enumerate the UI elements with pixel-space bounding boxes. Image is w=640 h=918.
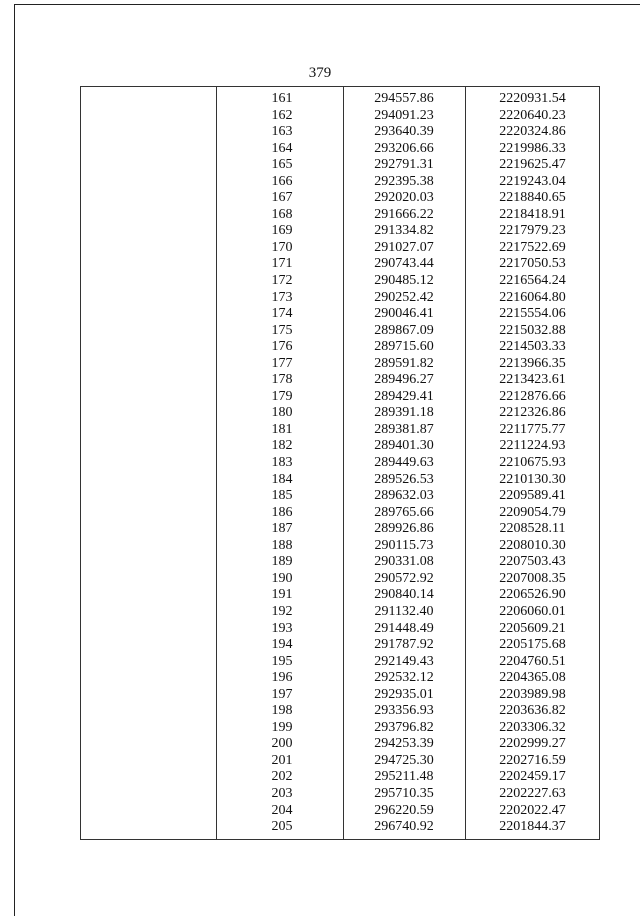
x-coordinate-cell: 289632.03 xyxy=(374,488,434,504)
table-row xyxy=(81,505,599,522)
x-coordinate-cell: 291132.40 xyxy=(374,603,434,619)
x-coordinate-cell: 289381.87 xyxy=(374,421,434,437)
point-number-cell: 196 xyxy=(271,670,293,686)
y-coordinate-cell: 2202716.59 xyxy=(499,752,566,768)
point-number-cell: 181 xyxy=(271,421,293,437)
x-coordinate-cell: 291787.92 xyxy=(374,637,434,653)
table-row xyxy=(81,141,599,158)
point-number-cell: 199 xyxy=(271,719,293,735)
point-number-cell: 188 xyxy=(271,537,293,553)
y-coordinate-cell: 2204760.51 xyxy=(499,653,566,669)
y-coordinate-cell: 2208010.30 xyxy=(499,537,566,553)
point-number-cell: 170 xyxy=(271,239,293,255)
point-number-cell: 185 xyxy=(271,488,293,504)
x-coordinate-cell: 290840.14 xyxy=(374,587,434,603)
point-number-cell: 187 xyxy=(271,521,293,537)
x-coordinate-cell: 291334.82 xyxy=(374,223,434,239)
point-number-cell: 195 xyxy=(271,653,293,669)
y-coordinate-cell: 2209054.79 xyxy=(499,504,566,520)
x-coordinate-cell: 289526.53 xyxy=(374,471,434,487)
y-coordinate-cell: 2217050.53 xyxy=(499,256,566,272)
y-coordinate-cell: 2201844.37 xyxy=(499,819,566,835)
table-row xyxy=(81,223,599,240)
x-coordinate-cell: 292020.03 xyxy=(374,190,434,206)
x-coordinate-cell: 289449.63 xyxy=(374,455,434,471)
y-coordinate-cell: 2202227.63 xyxy=(499,785,566,801)
point-number-cell: 194 xyxy=(271,637,293,653)
y-coordinate-cell: 2204365.08 xyxy=(499,670,566,686)
point-number-cell: 193 xyxy=(271,620,293,636)
point-number-cell: 184 xyxy=(271,471,293,487)
point-number-cell: 198 xyxy=(271,703,293,719)
y-coordinate-cell: 2211775.77 xyxy=(499,421,566,437)
x-coordinate-cell: 289391.18 xyxy=(374,405,434,421)
point-number-cell: 175 xyxy=(271,322,293,338)
table-row xyxy=(81,256,599,273)
x-coordinate-cell: 289496.27 xyxy=(374,372,434,388)
point-number-cell: 167 xyxy=(271,190,293,206)
x-coordinate-cell: 289401.30 xyxy=(374,438,434,454)
table-row xyxy=(81,157,599,174)
table-row xyxy=(81,720,599,737)
table-row xyxy=(81,587,599,604)
table-row xyxy=(81,356,599,373)
table-row xyxy=(81,240,599,257)
table-row xyxy=(81,654,599,671)
x-coordinate-cell: 289765.66 xyxy=(374,504,434,520)
point-number-cell: 174 xyxy=(271,306,293,322)
table-row xyxy=(81,736,599,753)
y-coordinate-cell: 2203306.32 xyxy=(499,719,566,735)
y-coordinate-cell: 2209589.41 xyxy=(499,488,566,504)
point-number-cell: 183 xyxy=(271,455,293,471)
table-row xyxy=(81,422,599,439)
x-coordinate-cell: 290572.92 xyxy=(374,570,434,586)
point-number-cell: 186 xyxy=(271,504,293,520)
table-row xyxy=(81,174,599,191)
y-coordinate-cell: 2206060.01 xyxy=(499,603,566,619)
y-coordinate-cell: 2207008.35 xyxy=(499,570,566,586)
y-coordinate-cell: 2217522.69 xyxy=(499,239,566,255)
x-coordinate-cell: 290252.42 xyxy=(374,289,434,305)
y-coordinate-cell: 2203989.98 xyxy=(499,686,566,702)
point-number-cell: 168 xyxy=(271,206,293,222)
table-row xyxy=(81,703,599,720)
y-coordinate-cell: 2202459.17 xyxy=(499,769,566,785)
table-row xyxy=(81,538,599,555)
y-coordinate-cell: 2219986.33 xyxy=(499,140,566,156)
table-row xyxy=(81,405,599,422)
y-coordinate-cell: 2207503.43 xyxy=(499,554,566,570)
y-coordinate-cell: 2213423.61 xyxy=(499,372,566,388)
x-coordinate-cell: 294725.30 xyxy=(374,752,434,768)
point-number-cell: 200 xyxy=(271,736,293,752)
point-number-cell: 189 xyxy=(271,554,293,570)
x-coordinate-cell: 292395.38 xyxy=(374,173,434,189)
table-row xyxy=(81,769,599,786)
x-coordinate-cell: 290115.73 xyxy=(374,537,434,553)
table-row xyxy=(81,819,599,836)
table-row xyxy=(81,372,599,389)
table-row xyxy=(81,207,599,224)
table-row xyxy=(81,455,599,472)
scan-border-top xyxy=(14,4,640,5)
y-coordinate-cell: 2212876.66 xyxy=(499,388,566,404)
table-row xyxy=(81,124,599,141)
table-row xyxy=(81,488,599,505)
point-number-cell: 171 xyxy=(271,256,293,272)
x-coordinate-cell: 296740.92 xyxy=(374,819,434,835)
table-body xyxy=(81,91,599,836)
x-coordinate-cell: 291666.22 xyxy=(374,206,434,222)
point-number-cell: 164 xyxy=(271,140,293,156)
y-coordinate-cell: 2216064.80 xyxy=(499,289,566,305)
x-coordinate-cell: 291448.49 xyxy=(374,620,434,636)
coordinate-table xyxy=(80,86,600,840)
y-coordinate-cell: 2214503.33 xyxy=(499,339,566,355)
x-coordinate-cell: 293796.82 xyxy=(374,719,434,735)
x-coordinate-cell: 289926.86 xyxy=(374,521,434,537)
point-number-cell: 179 xyxy=(271,388,293,404)
table-row xyxy=(81,637,599,654)
x-coordinate-cell: 294253.39 xyxy=(374,736,434,752)
table-row xyxy=(81,472,599,489)
x-coordinate-cell: 292935.01 xyxy=(374,686,434,702)
x-coordinate-cell: 295211.48 xyxy=(374,769,434,785)
point-number-cell: 163 xyxy=(271,124,293,140)
x-coordinate-cell: 296220.59 xyxy=(374,802,434,818)
y-coordinate-cell: 2203636.82 xyxy=(499,703,566,719)
y-coordinate-cell: 2219243.04 xyxy=(499,173,566,189)
y-coordinate-cell: 2215554.06 xyxy=(499,306,566,322)
table-row xyxy=(81,190,599,207)
x-coordinate-cell: 293206.66 xyxy=(374,140,434,156)
point-number-cell: 178 xyxy=(271,372,293,388)
table-row xyxy=(81,803,599,820)
x-coordinate-cell: 293640.39 xyxy=(374,124,434,140)
y-coordinate-cell: 2218418.91 xyxy=(499,206,566,222)
y-coordinate-cell: 2220324.86 xyxy=(499,124,566,140)
page-number: 379 xyxy=(308,65,332,81)
y-coordinate-cell: 2206526.90 xyxy=(499,587,566,603)
point-number-cell: 180 xyxy=(271,405,293,421)
y-coordinate-cell: 2216564.24 xyxy=(499,273,566,289)
point-number-cell: 177 xyxy=(271,355,293,371)
x-coordinate-cell: 289591.82 xyxy=(374,355,434,371)
y-coordinate-cell: 2220640.23 xyxy=(499,107,566,123)
point-number-cell: 203 xyxy=(271,785,293,801)
y-coordinate-cell: 2202999.27 xyxy=(499,736,566,752)
table-row xyxy=(81,571,599,588)
point-number-cell: 204 xyxy=(271,802,293,818)
y-coordinate-cell: 2218840.65 xyxy=(499,190,566,206)
y-coordinate-cell: 2205609.21 xyxy=(499,620,566,636)
table-row xyxy=(81,753,599,770)
point-number-cell: 201 xyxy=(271,752,293,768)
y-coordinate-cell: 2205175.68 xyxy=(499,637,566,653)
x-coordinate-cell: 289715.60 xyxy=(374,339,434,355)
point-number-cell: 161 xyxy=(271,91,293,106)
table-row xyxy=(81,339,599,356)
y-coordinate-cell: 2208528.11 xyxy=(499,521,566,537)
point-number-cell: 169 xyxy=(271,223,293,239)
x-coordinate-cell: 295710.35 xyxy=(374,785,434,801)
y-coordinate-cell: 2215032.88 xyxy=(499,322,566,338)
x-coordinate-cell: 290743.44 xyxy=(374,256,434,272)
table-row xyxy=(81,91,599,108)
x-coordinate-cell: 290485.12 xyxy=(374,273,434,289)
y-coordinate-cell: 2212326.86 xyxy=(499,405,566,421)
x-coordinate-cell: 292149.43 xyxy=(374,653,434,669)
point-number-cell: 162 xyxy=(271,107,293,123)
y-coordinate-cell: 2217979.23 xyxy=(499,223,566,239)
point-number-cell: 205 xyxy=(271,819,293,835)
scan-border-left xyxy=(14,4,15,916)
x-coordinate-cell: 292791.31 xyxy=(374,157,434,173)
table-row xyxy=(81,273,599,290)
point-number-cell: 172 xyxy=(271,273,293,289)
point-number-cell: 165 xyxy=(271,157,293,173)
x-coordinate-cell: 294091.23 xyxy=(374,107,434,123)
point-number-cell: 176 xyxy=(271,339,293,355)
table-row xyxy=(81,389,599,406)
y-coordinate-cell: 2202022.47 xyxy=(499,802,566,818)
y-coordinate-cell: 2220931.54 xyxy=(499,91,566,106)
table-row xyxy=(81,438,599,455)
x-coordinate-cell: 290331.08 xyxy=(374,554,434,570)
table-row xyxy=(81,108,599,125)
point-number-cell: 166 xyxy=(271,173,293,189)
x-coordinate-cell: 294557.86 xyxy=(374,91,434,106)
table-row xyxy=(81,323,599,340)
y-coordinate-cell: 2210675.93 xyxy=(499,455,566,471)
table-row xyxy=(81,786,599,803)
table-row xyxy=(81,621,599,638)
y-coordinate-cell: 2210130.30 xyxy=(499,471,566,487)
point-number-cell: 192 xyxy=(271,603,293,619)
point-number-cell: 191 xyxy=(271,587,293,603)
y-coordinate-cell: 2211224.93 xyxy=(499,438,566,454)
table-row xyxy=(81,670,599,687)
y-coordinate-cell: 2213966.35 xyxy=(499,355,566,371)
table-row xyxy=(81,687,599,704)
x-coordinate-cell: 292532.12 xyxy=(374,670,434,686)
table-row xyxy=(81,306,599,323)
point-number-cell: 190 xyxy=(271,570,293,586)
y-coordinate-cell: 2219625.47 xyxy=(499,157,566,173)
x-coordinate-cell: 293356.93 xyxy=(374,703,434,719)
point-number-cell: 182 xyxy=(271,438,293,454)
point-number-cell: 197 xyxy=(271,686,293,702)
x-coordinate-cell: 289867.09 xyxy=(374,322,434,338)
x-coordinate-cell: 291027.07 xyxy=(374,239,434,255)
table-row xyxy=(81,290,599,307)
x-coordinate-cell: 289429.41 xyxy=(374,388,434,404)
point-number-cell: 173 xyxy=(271,289,293,305)
point-number-cell: 202 xyxy=(271,769,293,785)
table-row xyxy=(81,521,599,538)
table-row xyxy=(81,604,599,621)
x-coordinate-cell: 290046.41 xyxy=(374,306,434,322)
table-row xyxy=(81,554,599,571)
